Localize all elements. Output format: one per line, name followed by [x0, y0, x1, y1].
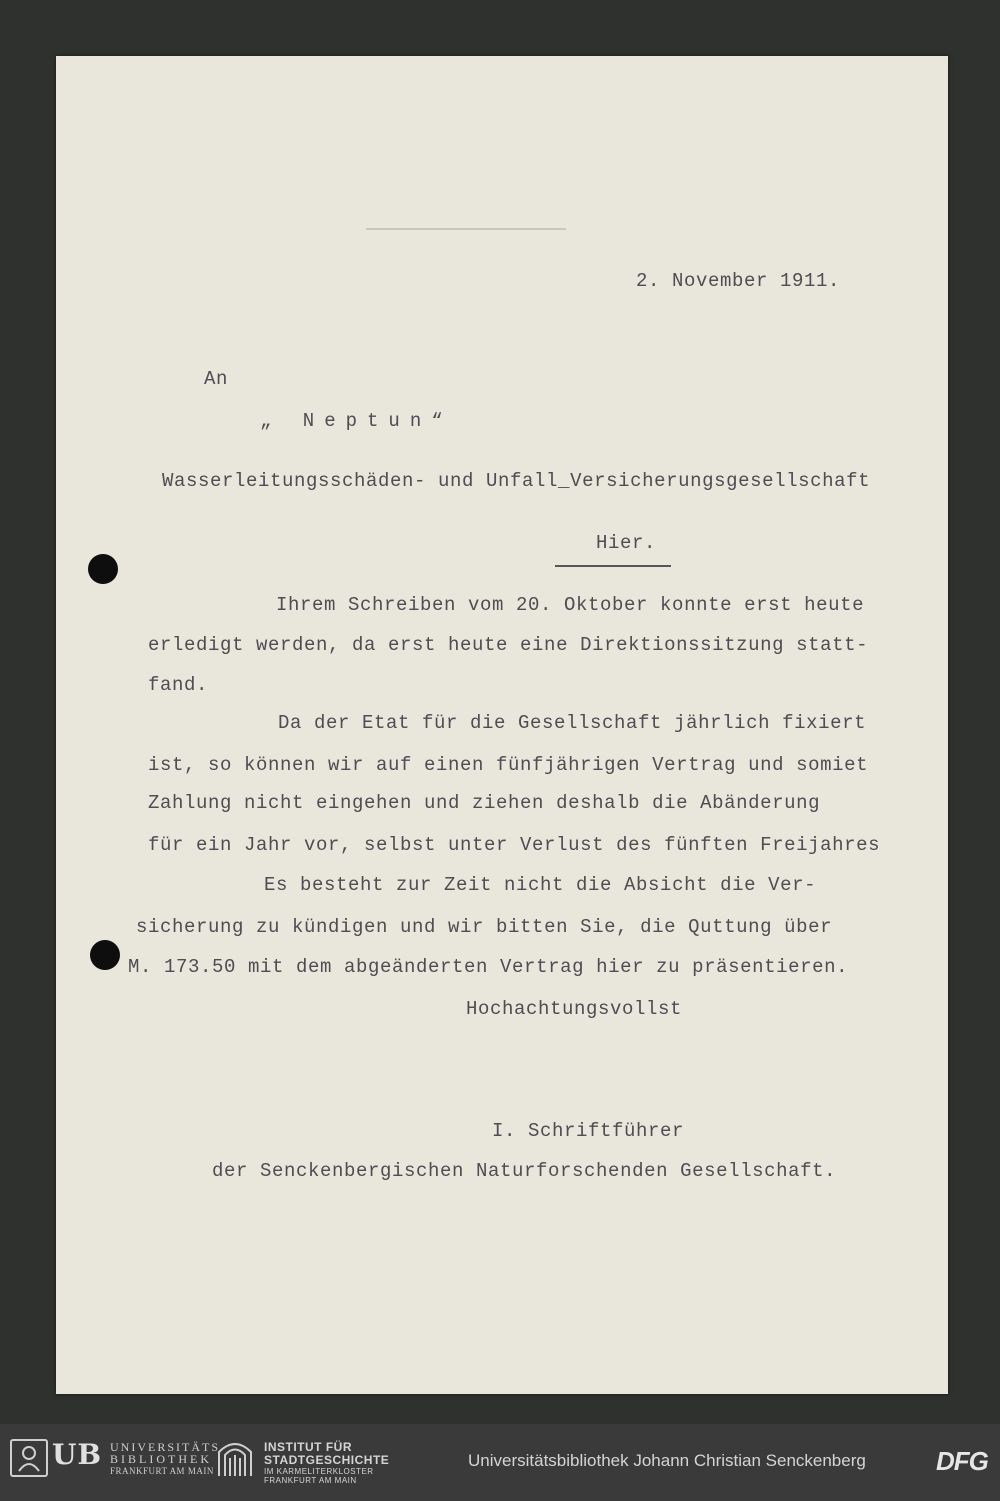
ub-line-3: FRANKFURT AM MAIN [110, 1466, 214, 1476]
recipient-place: Hier. [596, 532, 657, 554]
page-smudge [366, 228, 566, 230]
salutation-to: An [204, 368, 229, 390]
recipient-company: Wasserleitungsschäden- und Unfall_Versicherungsgesellschaft [162, 470, 871, 492]
isg-building-icon [216, 1438, 254, 1478]
body-line: sicherung zu kündigen und wir bitten Sie, die Quttung über [136, 916, 833, 938]
letter-date: 2. November 1911. [636, 270, 841, 292]
body-line: Ihrem Schreiben vom 20. Oktober konnte erst heute [276, 594, 865, 616]
library-title: Universitätsbibliothek Johann Christian Senckenberg [468, 1451, 866, 1470]
ub-logo-icon [10, 1439, 48, 1477]
body-line: Da der Etat für die Gesellschaft jährlich fixiert [278, 712, 867, 734]
body-line: Zahlung nicht eingehen und ziehen deshalb die Abänderung [148, 792, 821, 814]
isg-line-4: FRANKFURT AM MAIN [264, 1476, 357, 1485]
body-line: ist, so können wir auf einen fünfjährigen Vertrag und somiet [148, 754, 869, 776]
ub-logo-text: UB [52, 1438, 103, 1471]
recipient-name: „ Neptun“ [260, 410, 453, 432]
ub-line-2: BIBLIOTHEK [110, 1452, 212, 1466]
punch-hole-bottom [90, 940, 120, 970]
isg-logo-lines [264, 1441, 389, 1485]
body-line: fand. [148, 674, 209, 696]
body-line: Es besteht zur Zeit nicht die Absicht die Ver- [264, 874, 817, 896]
isg-line-1: INSTITUT FÜR [264, 1440, 352, 1454]
body-line: M. 173.50 mit dem abgeänderten Vertrag hier zu präsentieren. [128, 956, 849, 978]
ub-logo-lines [110, 1441, 220, 1477]
signature-org: der Senckenbergischen Naturforschenden Gesellschaft. [212, 1160, 837, 1182]
isg-line-3: IM KARMELITERKLOSTER [264, 1467, 374, 1476]
dfg-logo: DFG [936, 1446, 988, 1476]
body-line: erledigt werden, da erst heute eine Direktionssitzung statt- [148, 634, 869, 656]
place-underline [555, 565, 671, 567]
body-line: für ein Jahr vor, selbst unter Verlust des fünften Freijahres [148, 834, 881, 856]
closing: Hochachtungsvollst [466, 998, 683, 1020]
footer-bar [0, 1424, 1000, 1501]
ub-line-1: UNIVERSITÄTS [110, 1440, 220, 1454]
isg-line-2: STADTGESCHICHTE [264, 1453, 390, 1467]
signature-title: I. Schriftführer [492, 1120, 685, 1142]
punch-hole-top [88, 554, 118, 584]
letter-page [56, 56, 948, 1394]
